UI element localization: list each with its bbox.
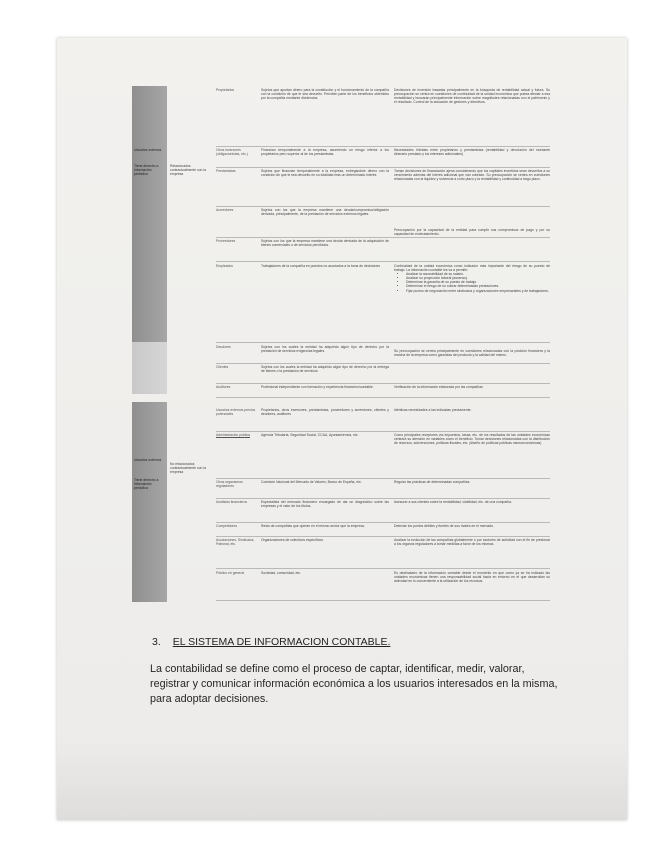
row-name: Usuarios externos previos potenciales [216,408,256,417]
row-divider [216,383,550,384]
row-description: Resto de compañías que operan en el mismo sector que la empresa. [261,524,365,528]
row-name: Otros organismos reguladores [216,480,243,489]
section-heading [152,636,390,648]
row-description: Agencia Tributaria, Seguridad Social, CCAA, Ayuntamientos, etc. [261,433,359,437]
row-description: Financian temporalmente a la empresa, asumiendo un riesgo inferior a los propietarios pero superior al de los prestamistas. [261,148,389,157]
row-divider [216,478,550,479]
row-description: Especialista del mercado financiero encargado de dar un diagnóstico sobre las empresas y el valor de los títulos. [261,500,389,509]
row-divider [216,261,550,262]
row-name: Auditores [216,385,231,389]
row-description: Organizaciones de colectivos específicos [261,538,324,542]
row-divider [216,206,550,207]
page-bottom-shading [57,740,627,820]
row-description: Sociedad, comunidad, etc. [261,571,301,575]
row-name: Administración pública [216,433,250,437]
row-interest-text: Continuidad de la unidad económica como indicador más importante del riesgo de su puesto de trabajo. La información contable les va a permitir: [394,264,550,273]
row-interest: Como principales receptores vía impuestos, tasas, etc. de los resultados de las unidades económicas centrará su atención en variables como el beneficio. Tomar decisiones relacionadas con la distribución de recursos, subvenciones, políticas fiscales, etc. (diseño de políticas públicas macroeconómicas) [394,433,550,446]
row-name: Clientes [216,365,229,369]
row-divider [216,146,550,147]
row-divider [216,522,550,523]
list-item: • Analizar la razonabilidad de su salario. [406,272,550,276]
list-item: • Fijar puntos de negociación entre sindicatos y organizaciones empresariales y de trabajadores. [406,289,550,293]
row-name: Analistas financieros [216,500,248,504]
row-divider [216,342,550,343]
upper-band-sub: Tiene derecho a información periódica [134,164,159,177]
lower-band-label: Usuarios externos [134,458,162,462]
row-description: Propietarios, otros inversores, prestamistas, proveedores y acreedores, clientes y deudores, auditores [261,408,389,417]
row-name: Acreedores [216,208,234,212]
row-name: Propietarios [216,88,235,92]
row-interest [394,264,550,293]
row-divider [216,536,550,537]
middle-band [132,342,167,394]
row-interest: Asesorar a sus clientes sobre la rentabilidad, viabilidad, etc. de una compañía. [394,500,512,504]
row-interest: Es destinatario de la información contable desde el momento en que como ya se ha indicado las unidades económicas tienen una responsabilidad social hacia en entorno en el que desarrollan su actividad en lo concerniente a la utilización de los recursos. [394,571,550,584]
row-divider [216,397,550,398]
list-item: • Determinar el riesgo de no cobrar determinadas prestaciones. [406,284,550,288]
row-interest: Preocupación por la capacidad de la entidad para cumplir sus compromisos de pago y por su capacidad de endeudamiento. [394,228,550,237]
row-description: Trabajadores de la compañía en puestos no asociados a la toma de decisiones [261,264,380,268]
list-item: • Determinar la garantía de su puesto de trabajo. [406,280,550,284]
row-name: Empleados [216,264,233,268]
row-interest: Toman decisiones de financiación ajena considerando que los capitales invertidos sean devueltos a su vencimiento además del interés adicional que van cobrado. Su preocupación se centra en cuestiones relacionadas con la liquidez y solvencia a corto plazo y la rentabilidad y continuidad a largo plazo. [394,169,550,182]
row-name: Prestamistas [216,169,236,173]
row-name: Público en general [216,571,245,575]
bullet-list [394,272,550,292]
row-description: Sujetos con los cuales la entidad ha adquirido algún tipo de derecho por la entrega de bienes o la prestación de servicios. [261,365,389,374]
row-name: Asociaciones, Sindicatos, Patronal, etc. [216,538,255,547]
row-interest: Su preocupación se centra principalmente en cuestiones relacionadas con la posición financiera y la marcha de la empresa como garantías del producto y la calidad del mismo. [394,349,550,358]
row-interest: Verificación de la información elaborada por las compañías [394,385,483,389]
row-interest: Analizar la evolución de las compañías globalmente o por sectores de actividad con el fin de presionar a los órganos reguladores a tomar medidas a favor de los mismos. [394,538,550,547]
row-interest: Decisiones de inversión basadas principalmente en la búsqueda de rentabilidad actual y futura. Su preocupación se centra en cuestiones de continuidad de la unidad económica que pueda afectar a esa rentabilidad y buscarán principalmente información sobre magnitudes relacionadas con el patrimonio y el resultado. Control de la actuación de gestores y directivos. [394,88,550,105]
row-name: Deudores [216,345,231,349]
row-interest: Detectar los puntos débiles y fuertes de sus rivales en el mercado. [394,524,494,528]
row-divider [216,167,550,168]
row-divider [216,431,550,432]
upper-band [132,86,167,342]
section-title: EL SISTEMA DE INFORMACION CONTABLE. [172,636,391,648]
lower-relation: No relacionados contractualmente con la empresa [170,462,206,475]
row-description: Sujetos que aportan dinero para la constitución y el funcionamiento de la compañía con la condición de que le sea devuelto. Perciben parte de los beneficios obtenidos por la compañía mediante dividendos. [261,88,389,101]
row-divider [216,363,550,364]
lower-band-sub: Tiene derecho a información periódica [134,478,159,491]
lower-band [132,402,167,602]
row-divider [216,237,550,238]
row-name: Otros inversores (obligacionistas, etc.) [216,148,248,157]
row-description: Profesional independiente con formación y experiencia financiero/contable. [261,385,374,389]
row-interest: Idénticas necesidades a las indicadas previamente. [394,408,472,412]
upper-band-label: Usuarios externos [134,148,162,152]
row-divider [216,498,550,499]
row-interest: Necesidades híbridas entre propietarios y prestamistas (rentabilidad y devolución del montante dinerario prestado y los intereses adicionales) [394,148,550,157]
row-interest: Regular las prácticas de determinadas compañías [394,480,470,484]
upper-relation: Relacionados contractualmente con la empresa [170,164,206,177]
row-name: Competidores [216,524,238,528]
row-description: Sujetos con los cuales la entidad ha adquirido algún tipo de derecho por la prestación de servicios exigencias legales. [261,345,389,354]
users-table [132,86,550,602]
row-divider [216,568,550,569]
row-divider [216,600,550,601]
list-item: • Analizar su proyección laboral (ascenso). [406,276,550,280]
row-description: Sujetos con los que la empresa mantiene una deuda/compromiso/obligación derivada, principalmente, de la prestación de servicios externos legales. [261,208,389,217]
row-description: Sujetos con los que la empresa mantiene una deuda derivada de la adquisición de bienes comerciales o de servicios percibidos. [261,239,389,248]
section-paragraph: La contabilidad se define como el proceso de captar, identificar, medir, valorar, registrar y comunicar información económica a los usuarios interesados en la misma, para adoptar decisiones. [150,663,558,705]
row-name: Proveedores [216,239,236,243]
row-description: Comisión Nacional del Mercado de Valores, Banco de España, etc. [261,480,362,484]
row-description: Sujetos que financian temporalmente a la empresa, entregándole dinero con la condición de que le sea devuelto en su totalidad más un determinado interés. [261,169,389,178]
section-number: 3. [152,636,161,648]
